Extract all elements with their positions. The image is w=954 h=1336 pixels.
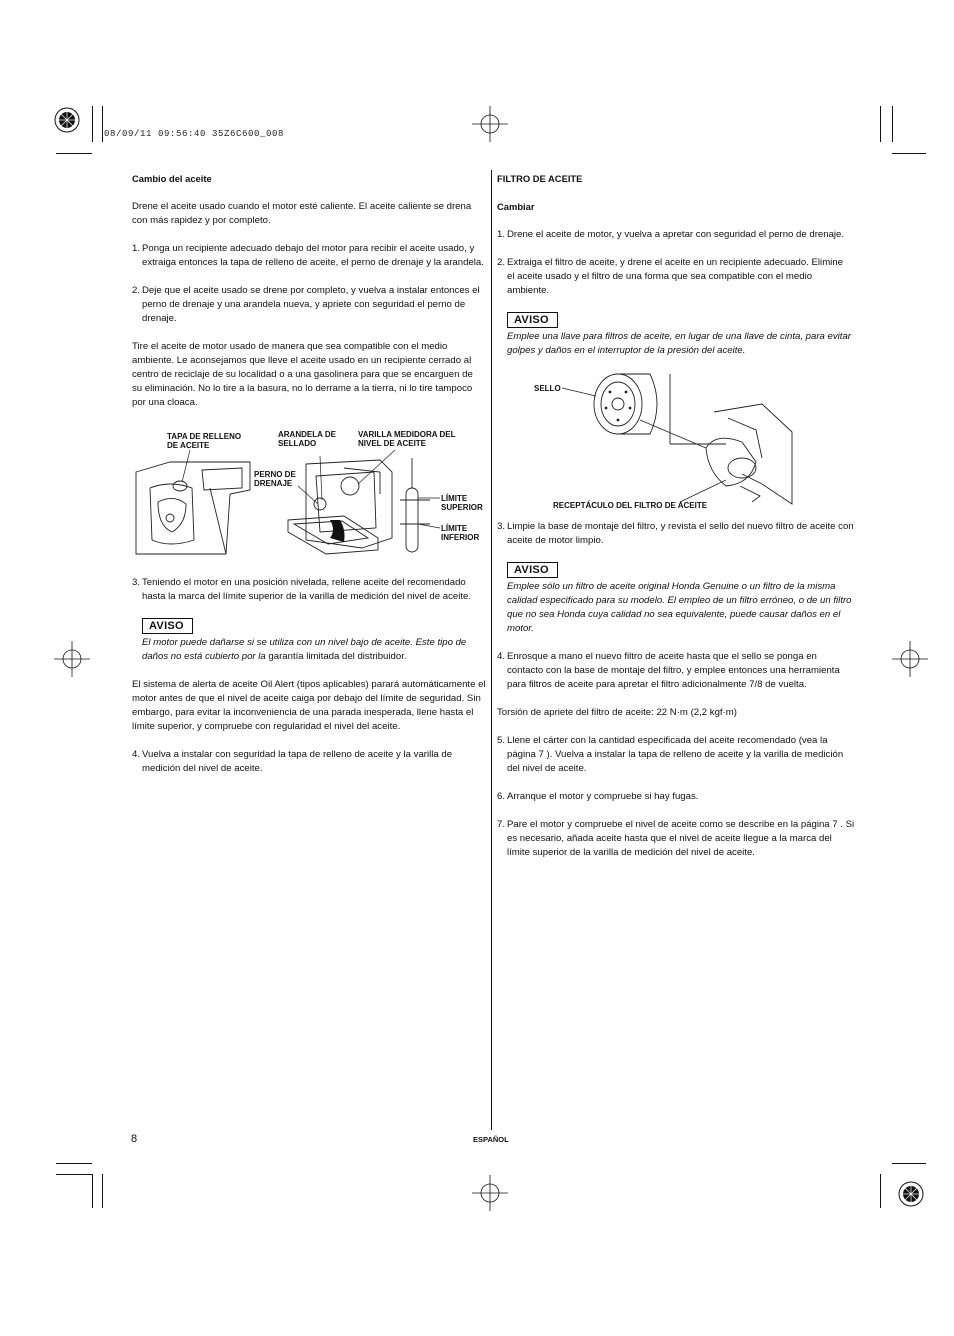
step-text: Deje que el aceite usado se drene por completo, y vuelva a instalar entonces el perno de drenaje y una arandela nueva, y apriete con seguridad el perno de drenaje. (142, 285, 480, 324)
step-number: 3. (132, 577, 141, 588)
notice-block (507, 562, 855, 636)
notice-badge: AVISO (507, 312, 558, 328)
oil-filter-figure (530, 368, 802, 514)
oil-alert-paragraph: El sistema de alerta de aceite Oil Alert (tipos aplicables) parará automáticamente el motor antes de que el nivel de aceite caiga por debajo del límite de seguridad. Sin embargo, para evitar la inconveniencia de una parada inesperada, llene hasta el límite superior, y compruebe con regularidad el nivel del aceite. (132, 679, 486, 732)
step-item (497, 256, 851, 298)
crosshair-icon (892, 641, 928, 677)
figure-label-filter-receptacle: RECEPTÁCULO DEL FILTRO DE ACEITE (553, 501, 708, 510)
column-divider (491, 170, 492, 1130)
step-text: Extraiga el filtro de aceite, y drene el aceite en un recipiente adecuado. Elimine el aceite usado y el filtro de una forma que sea compatible con el medio ambiente. (507, 257, 843, 296)
step-text: Ponga un recipiente adecuado debajo del motor para recibir el aceite usado, y extraiga entonces la tapa de relleno de aceite, el perno de drenaje y la arandela. (142, 243, 484, 268)
left-column-lower (132, 576, 486, 790)
registration-target-icon (54, 107, 80, 133)
section-heading: Cambio del aceite (132, 173, 212, 184)
notice-badge: AVISO (507, 562, 558, 578)
step-text: Llene el cárter con la cantidad especificada del aceite recomendado (vea la página 7 ). Vuelva a instalar la tapa de relleno de aceite y la varilla de medición del nivel de aceite. (507, 735, 844, 774)
figure-label-dipstick: VARILLA MEDIDORA DEL NIVEL DE ACEITE (358, 430, 456, 448)
section-heading: FILTRO DE ACEITE (497, 173, 583, 184)
step-text: Arranque el motor y compruebe si hay fugas. (507, 791, 699, 802)
step-item (132, 576, 486, 604)
step-item (132, 242, 484, 270)
step-item (132, 748, 486, 776)
step-item (497, 520, 855, 548)
right-column (497, 172, 851, 358)
notice-badge: AVISO (142, 618, 193, 634)
step-item (497, 790, 855, 804)
right-column-lower (497, 520, 855, 874)
figure-label-drain-bolt: PERNO DE DRENAJE (254, 470, 296, 488)
step-text: Enrosque a mano el nuevo filtro de aceite hasta que el sello se ponga en contacto con la base de montaje del filtro, y emplee entonces una herramienta para filtros de aceite para apretar el filtro adicionalmente 7/8 de vuelta. (507, 651, 840, 690)
notice-text: El motor puede dañarse si se utiliza con un nivel bajo de aceite. Este tipo de daños no está cubierto por la garantía limitada del distribuidor. (142, 637, 467, 662)
crosshair-icon (472, 1175, 508, 1211)
notice-text: Emplee una llave para filtros de aceite, en lugar de una llave de cinta, para evitar golpes y daños en el interruptor de la presión del aceite. (507, 331, 851, 356)
print-stamp: 08/09/11 09:56:40 35Z6C600_008 (104, 129, 285, 139)
notice-block (507, 312, 851, 358)
language-footer: ESPAÑOL (473, 1135, 509, 1144)
step-number: 3. (497, 521, 506, 532)
intro-paragraph: Drene el aceite usado cuando el motor esté caliente. El aceite caliente se drena con más rapidez y por completo. (132, 201, 472, 226)
step-number: 6. (497, 791, 506, 802)
registration-target-icon (898, 1181, 924, 1207)
step-number: 1. (497, 229, 506, 240)
step-item (497, 734, 855, 776)
figure-label-lower-limit: LÍMITE INFERIOR (441, 524, 480, 542)
oil-change-figure (130, 428, 492, 560)
step-text: Drene el aceite de motor, y vuelva a apretar con seguridad el perno de drenaje. (507, 229, 845, 240)
notice-text: Emplee sólo un filtro de aceite original Honda Genuine o un filtro de la misma calidad especificado para su modelo. El empleo de un filtro erróneo, o de un filtro que no sea Honda cuya calidad no sea equivalente, puede causar daños en el motor. (507, 581, 852, 634)
step-number: 1. (132, 243, 141, 254)
figure-label-seal: SELLO (534, 384, 561, 393)
step-number: 4. (497, 651, 506, 662)
step-number: 2. (497, 257, 506, 268)
figure-label-washer: ARANDELA DE SELLADO (278, 430, 336, 448)
crosshair-icon (472, 106, 508, 142)
step-item (497, 650, 855, 692)
step-number: 7. (497, 819, 506, 830)
step-text: Vuelva a instalar con seguridad la tapa de relleno de aceite y la varilla de medición del nivel de aceite. (142, 749, 453, 774)
step-number: 5. (497, 735, 506, 746)
step-item (497, 228, 851, 242)
step-item (132, 284, 484, 326)
step-item (497, 818, 855, 860)
step-text: Limpie la base de montaje del filtro, y revista el sello del nuevo filtro de aceite con aceite de motor limpio. (507, 521, 854, 546)
step-number: 2. (132, 285, 141, 296)
step-text: Pare el motor y compruebe el nivel de aceite como se describe en la página 7 . Si es necesario, añada aceite hasta que el nivel de aceite llegue a la marca del límite superior de la varilla de medición del nivel de aceite. (507, 819, 855, 858)
figure-label-fill-cap: TAPA DE RELLENO DE ACEITE (167, 432, 242, 450)
left-column (132, 172, 484, 424)
oil-filter-illustration (530, 368, 802, 514)
notice-block (142, 618, 486, 664)
torque-spec: Torsión de apriete del filtro de aceite: 22 N·m (2,2 kgf·m) (497, 707, 737, 718)
figure-label-upper-limit: LÍMITE SUPERIOR (441, 494, 483, 512)
disposal-note: Tire el aceite de motor usado de manera que sea compatible con el medio ambiente. Le aconsejamos que lleve el aceite usado en un recipiente cerrado al centro de reciclaje de su localidad o a una gasolinera para que se encarguen de su eliminación. No lo tire a la basura, no lo derrame a la tierra, ni lo tire tampoco por una cloaca. (132, 341, 473, 408)
page-number: 8 (131, 1133, 138, 1145)
step-text: Teniendo el motor en una posición nivelada, rellene aceite del recomendado hasta la marca del límite superior de la varilla de medición del nivel de aceite. (142, 577, 472, 602)
section-subheading: Cambiar (497, 201, 535, 212)
crosshair-icon (54, 641, 90, 677)
step-number: 4. (132, 749, 141, 760)
